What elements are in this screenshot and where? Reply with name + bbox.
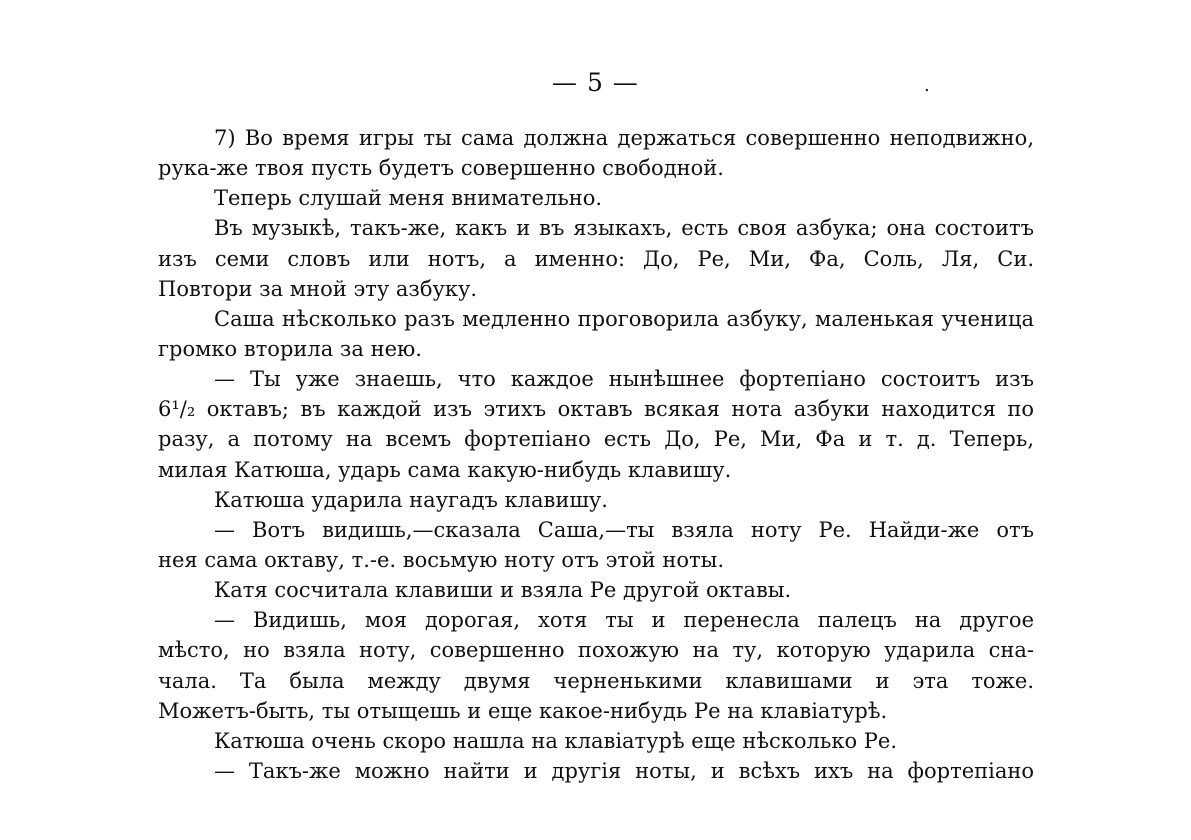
stray-mark: . bbox=[924, 75, 930, 96]
text-line: разу, а потому на всемъ фортепіано есть До, Ре, Ми, Фа и т. д. Теперь, bbox=[158, 427, 1034, 452]
text-line: нея сама октаву, т.-е. восьмую ноту отъ этой ноты. bbox=[158, 547, 724, 572]
text-line: 6¹/₂ октавъ; въ каждой изъ этихъ октавъ всякая нота азбуки находится по bbox=[158, 397, 1034, 422]
text-line: мѣсто, но взяла ноту, совершенно похожую на ту, которую ударила сна- bbox=[158, 638, 1034, 663]
text-line: рука-же твоя пусть будетъ совершенно свободной. bbox=[158, 156, 724, 181]
text-line: Катюша очень скоро нашла на клавіатурѣ еще нѣсколько Ре. bbox=[214, 728, 898, 753]
text-line: Теперь слушай меня внимательно. bbox=[214, 186, 603, 211]
text-line: Катюша ударила наугадъ клавишу. bbox=[214, 487, 608, 512]
text-line: чала. Та была между двумя черненькими клавишами и эта тоже. bbox=[158, 668, 1034, 693]
page-header bbox=[0, 68, 1191, 102]
text-line: Саша нѣсколько разъ медленно проговорила азбуку, маленькая ученица bbox=[214, 306, 1034, 331]
body-text bbox=[158, 123, 1034, 786]
page-number: — 5 — bbox=[552, 68, 639, 97]
text-line: громко вторила за нею. bbox=[158, 336, 422, 361]
text-line: Въ музыкѣ, такъ-же, какъ и въ языкахъ, есть своя азбука; она состоитъ bbox=[214, 216, 1034, 241]
text-line: Катя сосчитала клавиши и взяла Ре другой октавы. bbox=[214, 578, 792, 603]
text-line: — Ты уже знаешь, что каждое нынѣшнее фортепіано состоитъ изъ bbox=[214, 367, 1034, 392]
text-line: 7) Во время игры ты сама должна держаться совершенно неподвижно, bbox=[214, 126, 1034, 150]
text-line: — Такъ-же можно найти и другія ноты, и всѣхъ ихъ на фортепіано bbox=[214, 758, 1034, 783]
text-line: Повтори за мной эту азбуку. bbox=[158, 276, 477, 301]
text-line: Можетъ-быть, ты отыщешь и еще какое-нибудь Ре на клавіатурѣ. bbox=[158, 698, 888, 723]
text-line: — Вотъ видишь,—сказала Саша,—ты взяла ноту Ре. Найди-же отъ bbox=[214, 517, 1034, 542]
text-line: изъ семи словъ или нотъ, а именно: До, Ре, Ми, Фа, Соль, Ля, Си. bbox=[158, 246, 1034, 271]
text-line: — Видишь, моя дорогая, хотя ты и перенесла палецъ на другое bbox=[214, 608, 1034, 633]
text-line: милая Катюша, ударь сама какую-нибудь клавишу. bbox=[158, 457, 732, 482]
